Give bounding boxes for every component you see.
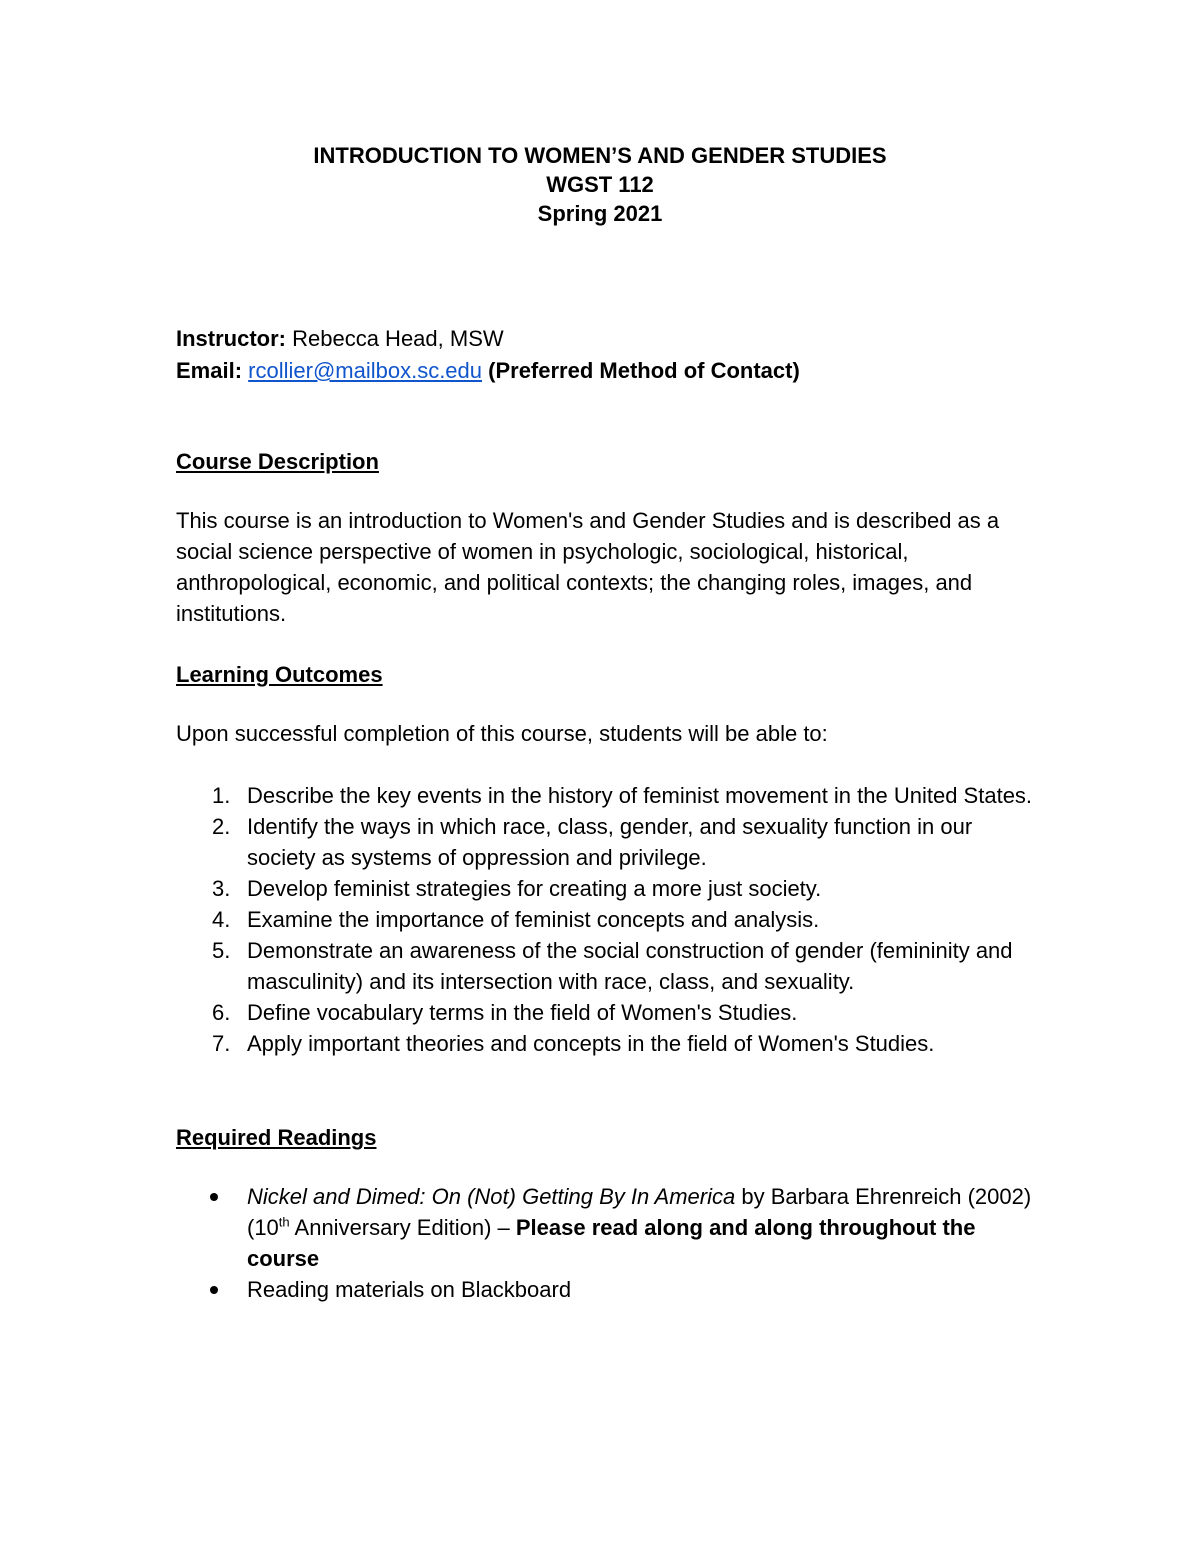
list-item: [176, 780, 1046, 811]
list-item: [176, 1028, 1046, 1059]
learning-outcomes-heading: Learning Outcomes: [176, 662, 383, 687]
email-line: [176, 355, 800, 387]
item-text: Demonstrate an awareness of the social construction of gender (femininity and masculinity) and its intersection with race, class, and sexuality.: [247, 938, 1013, 994]
book-edition: Anniversary Edition) –: [289, 1215, 516, 1240]
list-item: [176, 1274, 1046, 1305]
course-title: INTRODUCTION TO WOMEN’S AND GENDER STUDIES: [313, 143, 887, 168]
edition-superscript: th: [278, 1214, 290, 1230]
item-number: 4.: [212, 907, 231, 932]
course-term: Spring 2021: [537, 201, 663, 226]
item-text: Define vocabulary terms in the field of Women's Studies.: [247, 1000, 798, 1025]
required-readings-list: [176, 1181, 1046, 1305]
learning-outcomes-intro: Upon successful completion of this course, students will be able to:: [176, 721, 828, 746]
bullet-icon: [210, 1193, 218, 1201]
item-text: Describe the key events in the history of feminist movement in the United States.: [247, 783, 1033, 808]
item-text: Apply important theories and concepts in the field of Women's Studies.: [247, 1031, 935, 1056]
list-item: [176, 873, 1046, 904]
title-block: [0, 141, 1200, 228]
item-number: 5.: [212, 938, 231, 963]
bullet-icon: [210, 1286, 218, 1294]
required-readings-heading: Required Readings: [176, 1125, 377, 1150]
instructor-name: Rebecca Head, MSW: [286, 326, 504, 351]
contact-info: [176, 323, 800, 387]
list-item: [176, 935, 1046, 997]
item-text: Examine the importance of feminist concepts and analysis.: [247, 907, 820, 932]
course-code: WGST 112: [546, 172, 654, 197]
course-description-heading: Course Description: [176, 449, 379, 474]
item-text: Develop feminist strategies for creating a more just society.: [247, 876, 822, 901]
instructor-label: Instructor:: [176, 326, 286, 351]
reading-materials: Reading materials on Blackboard: [247, 1277, 572, 1302]
list-item: [176, 997, 1046, 1028]
book-title: Nickel and Dimed: On (Not) Getting By In America: [247, 1184, 736, 1209]
book-author: by Barbara Ehrenreich (2002) (10: [247, 1184, 1032, 1240]
list-item: [176, 904, 1046, 935]
email-note: (Preferred Method of Contact): [482, 358, 800, 383]
list-item: [176, 1181, 1046, 1274]
item-number: 7.: [212, 1031, 231, 1056]
instructor-line: [176, 323, 800, 355]
list-item: [176, 811, 1046, 873]
course-description-text: This course is an introduction to Women's and Gender Studies and is described as a social science perspective of women in psychologic, sociological, historical, anthropological, economic, and political contexts; the changing roles, images, and institutions.: [176, 508, 1000, 626]
item-number: 6.: [212, 1000, 231, 1025]
email-link[interactable]: rcollier@mailbox.sc.edu: [248, 358, 483, 383]
reading-instruction: Please read along and along throughout the course: [247, 1215, 976, 1271]
email-label: Email:: [176, 358, 243, 383]
item-text: Identify the ways in which race, class, gender, and sexuality function in our society as systems of oppression and privilege.: [247, 814, 973, 870]
item-number: 3.: [212, 876, 231, 901]
item-number: 2.: [212, 814, 231, 839]
item-number: 1.: [212, 783, 231, 808]
learning-outcomes-list: [176, 780, 1046, 1059]
